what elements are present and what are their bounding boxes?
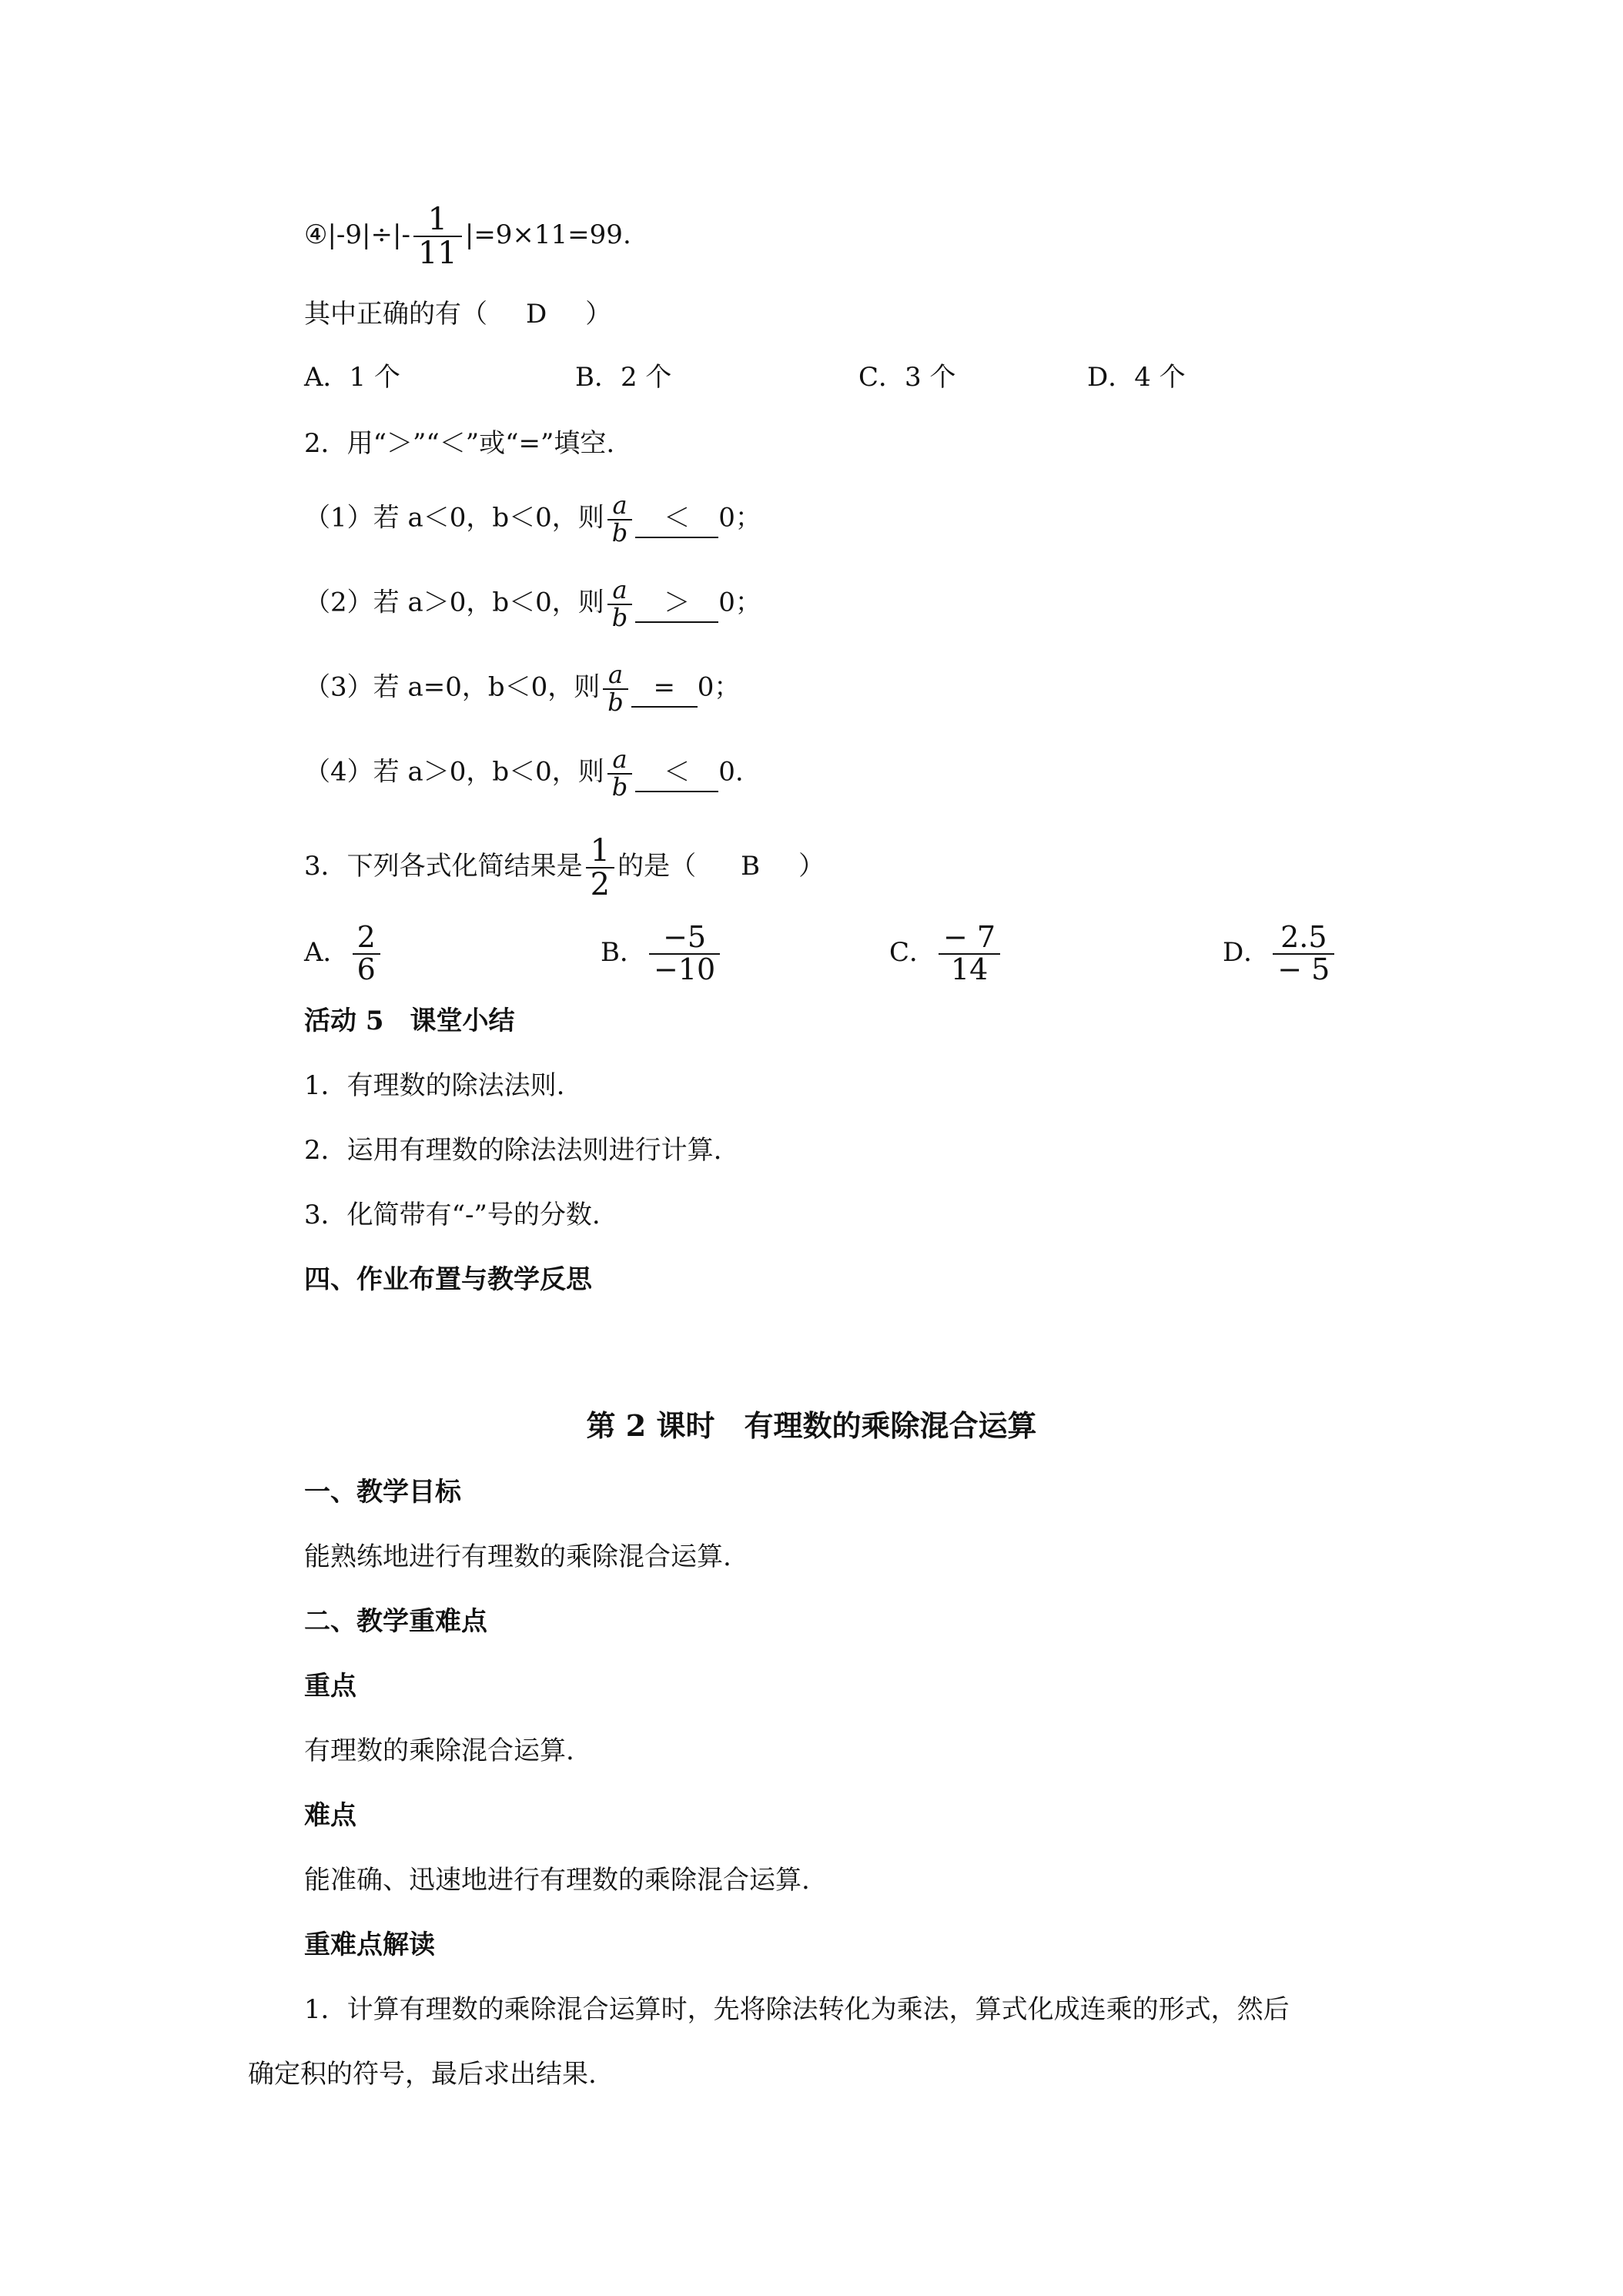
q2-item-1 <box>304 490 761 547</box>
fraction-denominator: b <box>611 771 628 802</box>
q3-prefix: 3．下列各式化简结果是 <box>304 851 583 882</box>
fraction-denominator: b <box>611 517 628 547</box>
q2-item-tail: 0； <box>697 671 741 703</box>
option-fraction <box>939 922 1000 986</box>
q2-answer-blank: ＜ <box>635 754 718 792</box>
q2-item-fraction <box>607 747 632 800</box>
fraction-denominator: 2 <box>590 867 611 902</box>
fraction-numerator: 2 <box>353 922 380 955</box>
q2-answer-blank: = <box>631 669 698 708</box>
fraction-denominator: − 5 <box>1277 952 1330 986</box>
q2-item-3 <box>304 662 740 715</box>
q1-option-a: A．1 个 <box>304 362 400 393</box>
q1-option-d: D．4 个 <box>1087 362 1186 393</box>
fraction-numerator: a <box>607 493 632 520</box>
fraction-denominator: 14 <box>950 952 989 986</box>
option-fraction <box>353 922 380 986</box>
q2-answer-blank: ＞ <box>635 584 718 623</box>
lesson2-title: 第 2 课时 有理数的乘除混合运算 <box>586 1408 1037 1443</box>
q1-item-4-prefix: ④|-9|÷|- <box>304 219 410 250</box>
summary-item-1: 1．有理数的除法法则. <box>304 1070 565 1101</box>
interpret-line-2: 确定积的符号，最后求出结果. <box>248 2059 597 2090</box>
option-label: B． <box>601 936 646 968</box>
q1-stem-text: 其中正确的有（ <box>304 299 487 330</box>
q3-suffix: 的是（ <box>617 851 697 882</box>
q2-item-2 <box>304 577 761 631</box>
q3-answer: B <box>741 851 761 882</box>
goals-heading: 一、教学目标 <box>304 1477 461 1508</box>
fraction-numerator: 1 <box>586 835 614 869</box>
fraction-numerator: 2.5 <box>1273 922 1334 955</box>
option-fraction <box>649 922 720 986</box>
q1-stem <box>304 296 611 333</box>
interpret-heading: 重难点解读 <box>304 1930 435 1960</box>
option-fraction <box>1273 922 1334 986</box>
q2-item-fraction <box>603 662 627 715</box>
q3-stem <box>304 835 825 901</box>
fraction-numerator: −5 <box>649 922 720 955</box>
q1-stem-close: ） <box>585 299 612 330</box>
q2-item-tail: 0. <box>718 756 744 788</box>
q3-option-b <box>601 922 723 986</box>
fraction-denominator: b <box>611 602 628 632</box>
q3-option-d <box>1223 922 1337 986</box>
option-label: C． <box>889 936 936 968</box>
q2-item-label: （3）若 a=0，b＜0，则 <box>304 671 601 703</box>
q1-item-4-suffix: |=9×11=99. <box>464 219 631 250</box>
q2-item-label: （2）若 a＞0，b＜0，则 <box>304 587 604 618</box>
q2-item-tail: 0； <box>718 587 761 618</box>
q2-item-label: （4）若 a＞0，b＜0，则 <box>304 756 604 788</box>
q1-item-4 <box>304 203 631 269</box>
hard-heading: 难点 <box>304 1800 356 1831</box>
fraction-denominator: −10 <box>654 952 716 986</box>
summary-item-3: 3．化简带有“-”号的分数. <box>304 1200 601 1230</box>
q2-answer-blank: ＜ <box>635 500 718 538</box>
fraction-denominator: 6 <box>356 952 376 986</box>
q2-item-4 <box>304 747 744 800</box>
q1-answer: D <box>526 299 547 330</box>
interpret-line-1: 1．计算有理数的乘除混合运算时，先将除法转化为乘法，算式化成连乘的形式，然后 <box>304 1994 1290 2025</box>
q1-item-4-fraction <box>413 203 462 269</box>
fraction-numerator: a <box>607 747 632 775</box>
q3-close: ） <box>798 851 825 882</box>
key-text: 有理数的乘除混合运算. <box>304 1735 574 1766</box>
activity5-heading: 活动 5 课堂小结 <box>304 1006 515 1036</box>
q1-option-b: B．2 个 <box>575 362 672 393</box>
q2-item-fraction <box>607 490 632 547</box>
fraction-numerator: − 7 <box>939 922 1000 955</box>
q2-title: 2．用“＞”“＜”或“=”填空. <box>304 428 615 459</box>
q2-item-fraction <box>607 577 632 631</box>
q1-option-c: C．3 个 <box>858 362 956 393</box>
fraction-numerator: a <box>607 577 632 605</box>
section4-heading: 四、作业布置与教学反思 <box>304 1264 592 1295</box>
key-heading: 重点 <box>304 1671 356 1702</box>
fraction-numerator: 1 <box>413 203 462 237</box>
summary-item-2: 2．运用有理数的除法法则进行计算. <box>304 1135 722 1166</box>
difficulty-heading: 二、教学重难点 <box>304 1606 487 1637</box>
fraction-denominator: b <box>607 687 624 717</box>
q3-option-a <box>304 922 383 986</box>
q2-item-tail: 0； <box>718 502 761 534</box>
q3-option-c <box>889 922 1003 986</box>
fraction-numerator: a <box>603 662 627 690</box>
option-label: D． <box>1223 936 1270 968</box>
option-label: A． <box>304 936 350 968</box>
hard-text: 能准确、迅速地进行有理数的乘除混合运算. <box>304 1865 810 1896</box>
fraction-denominator: 11 <box>417 236 457 271</box>
q3-fraction <box>586 835 614 901</box>
q2-item-label: （1）若 a＜0，b＜0，则 <box>304 502 604 534</box>
goals-text: 能熟练地进行有理数的乘除混合运算. <box>304 1541 731 1572</box>
